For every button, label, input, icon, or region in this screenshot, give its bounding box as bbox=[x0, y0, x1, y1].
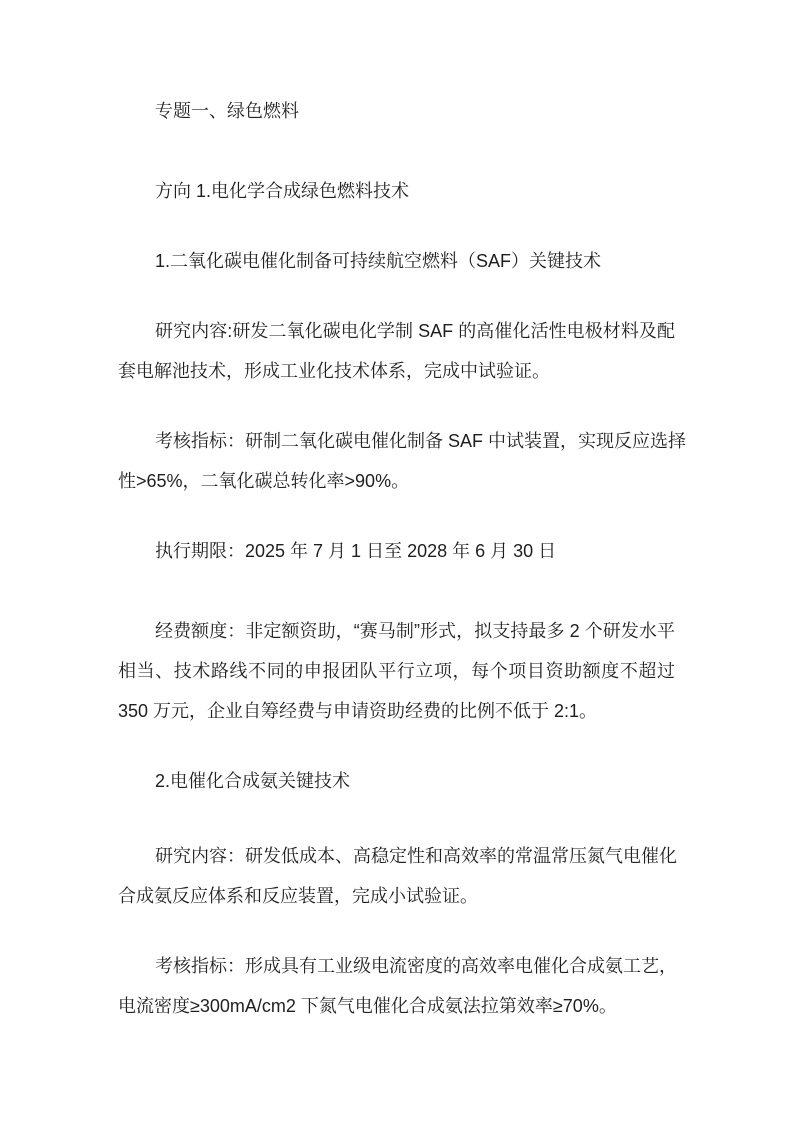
text-line: 执行期限：2025 年 7 月 1 日至 2028 年 6 月 30 日 bbox=[155, 541, 557, 561]
project-1-research-content bbox=[118, 311, 675, 391]
text-line: 专题一、绿色燃料 bbox=[155, 101, 299, 121]
text-line: 相当、技术路线不同的申报团队平行立项，每个项目资助额度不超过 bbox=[118, 661, 675, 681]
direction-title bbox=[118, 171, 675, 211]
text-line: 研究内容:研发二氧化碳电化学制 SAF 的高催化活性电极材料及配 bbox=[155, 321, 675, 341]
project-1-execution-period bbox=[118, 531, 675, 571]
text-line: 考核指标：形成具有工业级电流密度的高效率电催化合成氨工艺， bbox=[155, 956, 677, 976]
document-content bbox=[118, 91, 687, 1056]
text-line: 350 万元，企业自筹经费与申请资助经费的比例不低于 2:1。 bbox=[118, 701, 598, 721]
text-line: 研究内容：研发低成本、高稳定性和高效率的常温常压氮气电催化 bbox=[155, 846, 677, 866]
text-line: 合成氨反应体系和反应装置，完成小试验证。 bbox=[118, 886, 478, 906]
section-title bbox=[118, 91, 675, 131]
text-line: 2.电催化合成氨关键技术 bbox=[155, 771, 351, 791]
project-1-funding bbox=[118, 611, 675, 731]
text-line: 性>65%，二氧化碳总转化率>90%。 bbox=[118, 471, 410, 491]
text-line: 套电解池技术，形成工业化技术体系，完成中试验证。 bbox=[118, 361, 550, 381]
project-2-assessment-metrics bbox=[118, 946, 675, 1026]
project-1-title bbox=[118, 241, 675, 281]
text-line: 方向 1.电化学合成绿色燃料技术 bbox=[155, 181, 410, 201]
project-2-research-content bbox=[118, 836, 675, 916]
project-2-title bbox=[118, 761, 675, 801]
text-line: 电流密度≥300mA/cm2 下氮气电催化合成氨法拉第效率≥70%。 bbox=[118, 996, 617, 1016]
text-line: 经费额度：非定额资助，“赛马制”形式，拟支持最多 2 个研发水平 bbox=[155, 621, 675, 641]
text-line: 考核指标：研制二氧化碳电催化制备 SAF 中试装置，实现反应选择 bbox=[155, 431, 687, 451]
project-1-assessment-metrics bbox=[118, 421, 687, 501]
text-line: 1.二氧化碳电催化制备可持续航空燃料（SAF）关键技术 bbox=[155, 251, 602, 271]
